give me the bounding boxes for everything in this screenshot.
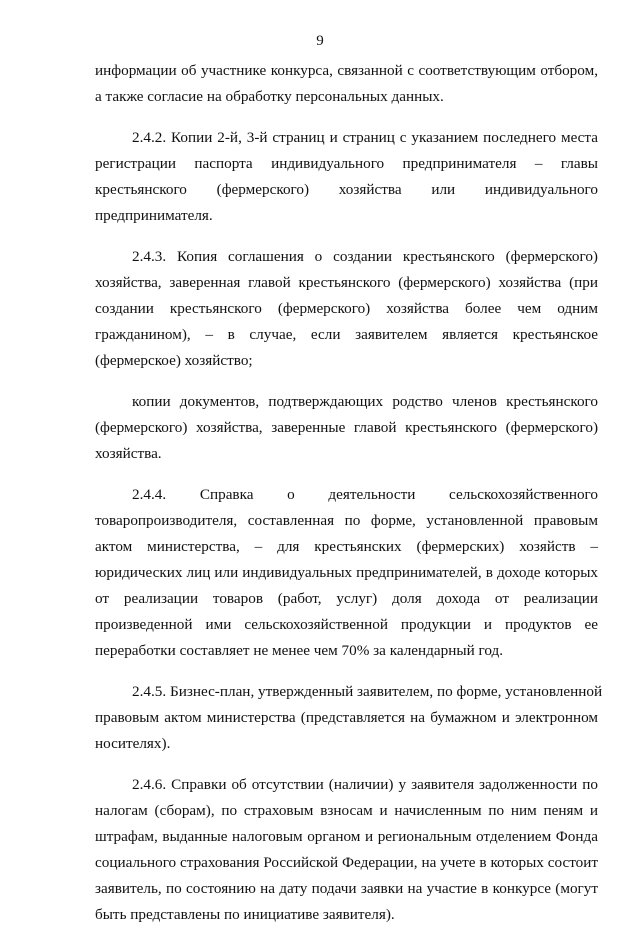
text-line: хозяйства.	[95, 445, 162, 462]
text-line: юридических лиц или индивидуальных предпринимателей, в доходе которых	[95, 564, 598, 581]
paragraph-item-2-4-3	[95, 244, 598, 374]
text-line: (фермерского) хозяйства, заверенные главой крестьянского (фермерского)	[95, 419, 598, 436]
paragraph-item-2-4-3-copies	[95, 389, 598, 467]
document-body	[95, 58, 603, 928]
text-line: быть представлены по инициативе заявителя).	[95, 906, 395, 923]
text-line: создании крестьянского (фермерского) хозяйства более чем одним	[95, 300, 598, 317]
text-line: 2.4.3. Копия соглашения о создании крестьянского (фермерского)	[132, 248, 598, 265]
text-line: актом министерства, – для крестьянских (фермерских) хозяйств –	[95, 538, 598, 555]
text-line: социального страхования Российской Федерации, на учете в которых состоит	[95, 854, 598, 871]
text-line: регистрации паспорта индивидуального предпринимателя – главы	[95, 155, 598, 172]
page-number: 9	[316, 33, 324, 49]
text-line: штрафам, выданные налоговым органом и региональным отделением Фонда	[95, 828, 598, 845]
text-line: информации об участнике конкурса, связанной с соответствующим отбором,	[95, 62, 598, 79]
text-line: предпринимателя.	[95, 207, 213, 224]
text-line: товаропроизводителя, составленная по форме, установленной правовым	[95, 512, 598, 529]
text-line: (фермерское) хозяйство;	[95, 352, 253, 369]
text-line: гражданином), – в случае, если заявителем является крестьянское	[95, 326, 598, 343]
paragraph-intro-continuation	[95, 58, 598, 110]
text-line: правовым актом министерства (представляется на бумажном и электронном	[95, 709, 598, 726]
text-line: переработки составляет не менее чем 70% за календарный год.	[95, 642, 504, 659]
text-line: 2.4.4. Справка о деятельности сельскохозяйственного	[132, 486, 598, 503]
paragraph-item-2-4-5	[95, 679, 603, 757]
text-line: налогам (сборам), по страховым взносам и начисленным по ним пеням и	[95, 802, 598, 819]
text-line: хозяйства, заверенная главой крестьянского (фермерского) хозяйства (при	[95, 274, 598, 291]
paragraph-item-2-4-2	[95, 125, 598, 229]
text-line: заявитель, по состоянию на дату подачи заявки на участие в конкурсе (могут	[95, 880, 598, 897]
text-line: крестьянского (фермерского) хозяйства или индивидуального	[95, 181, 598, 198]
paragraph-item-2-4-4	[95, 482, 598, 664]
text-line: копии документов, подтверждающих родство членов крестьянского	[132, 393, 598, 410]
text-line: 2.4.2. Копии 2-й, 3-й страниц и страниц с указанием последнего места	[132, 129, 598, 146]
text-line: произведенной ими сельскохозяйственной продукции и продуктов ее	[95, 616, 598, 633]
text-line: 2.4.6. Справки об отсутствии (наличии) у заявителя задолженности по	[132, 776, 598, 793]
text-line: от реализации товаров (работ, услуг) доля дохода от реализации	[95, 590, 598, 607]
text-line: носителях).	[95, 735, 171, 752]
text-line: а также согласие на обработку персональных данных.	[95, 88, 444, 105]
text-line: 2.4.5. Бизнес-план, утвержденный заявителем, по форме, установленной	[132, 683, 603, 700]
